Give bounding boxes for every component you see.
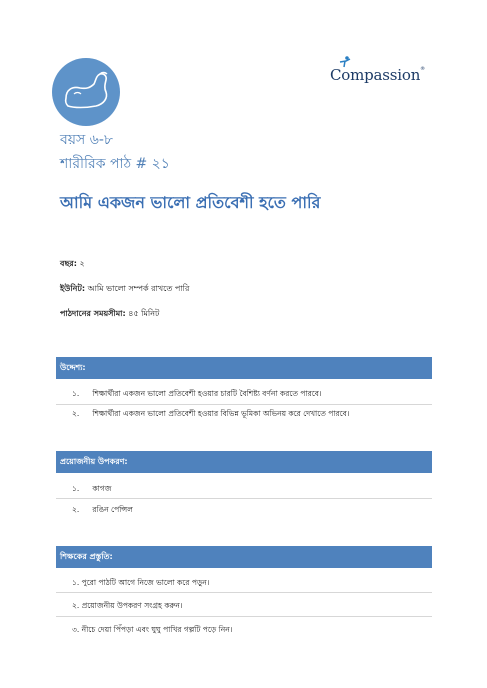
preparation-item (72, 578, 209, 590)
material-text: রঙিন পেন্সিল (92, 505, 133, 514)
compassion-wordmark: Compassion® (330, 66, 425, 84)
preparation-text: পুরো পাঠটি আগে নিজে ভালো করে পড়ুন। (81, 578, 210, 587)
objective-item (72, 409, 350, 421)
compassion-logo (330, 56, 440, 92)
time-line (60, 308, 159, 321)
year-label: বছর: (60, 259, 77, 268)
unit-value: আমি ভালো সম্পর্ক রাখতে পারি (87, 284, 190, 293)
unit-label: ইউনিট: (60, 284, 86, 293)
objective-text: শিক্ষার্থীরা একজন ভালো প্রতিবেশী হওয়ার বিভিন্ন ভূমিকা অভিনয় করে দেখাতে পারবে। (92, 409, 350, 418)
preparation-heading: শিক্ষকের প্রস্তুতি: (56, 546, 432, 568)
material-number: ২. (72, 505, 80, 514)
divider (56, 404, 432, 405)
physical-lesson-emblem (52, 58, 120, 126)
lesson-number: শারীরিক পাঠ # ২১ (60, 156, 170, 172)
objectives-heading: উদ্দেশ্য: (56, 357, 432, 379)
year-line (60, 258, 85, 271)
preparation-number: ৩. (72, 625, 80, 634)
material-text: কাগজ (92, 484, 112, 493)
preparation-item (72, 601, 183, 613)
unit-line (60, 283, 189, 296)
material-item (72, 505, 133, 517)
time-label: পাঠদানের সময়সীমা: (60, 309, 126, 318)
divider (56, 498, 432, 499)
divider (56, 592, 432, 593)
material-item (72, 484, 111, 496)
materials-heading: প্রয়োজনীয় উপকরণ: (56, 451, 432, 473)
objective-number: ২. (72, 409, 80, 418)
preparation-number: ১. (72, 578, 80, 587)
lesson-title: আমি একজন ভালো প্রতিবেশী হতে পারি (60, 193, 321, 212)
preparation-number: ২. (72, 601, 80, 610)
preparation-text: প্রয়োজনীয় উপকরণ সংগ্রহ করুন। (81, 601, 183, 610)
year-value: ২ (79, 259, 85, 268)
objective-number: ১. (72, 389, 80, 398)
flexed-arm-icon (52, 58, 120, 126)
material-number: ১. (72, 484, 80, 493)
time-value: ৪৫ মিনিট (128, 309, 160, 318)
preparation-text: নীচে দেয়া পিঁপড়া এবং ঘুঘু পাখির গল্পটি পড়ে নিন। (81, 625, 233, 634)
age-range: বয়স ৬-৮ (60, 132, 113, 148)
objective-text: শিক্ষার্থীরা একজন ভালো প্রতিবেশী হওয়ার চারটি বৈশিষ্ট্য বর্ণনা করতে পারবে। (92, 389, 322, 398)
objective-item (72, 389, 322, 401)
preparation-item (72, 625, 232, 637)
divider (56, 616, 432, 617)
